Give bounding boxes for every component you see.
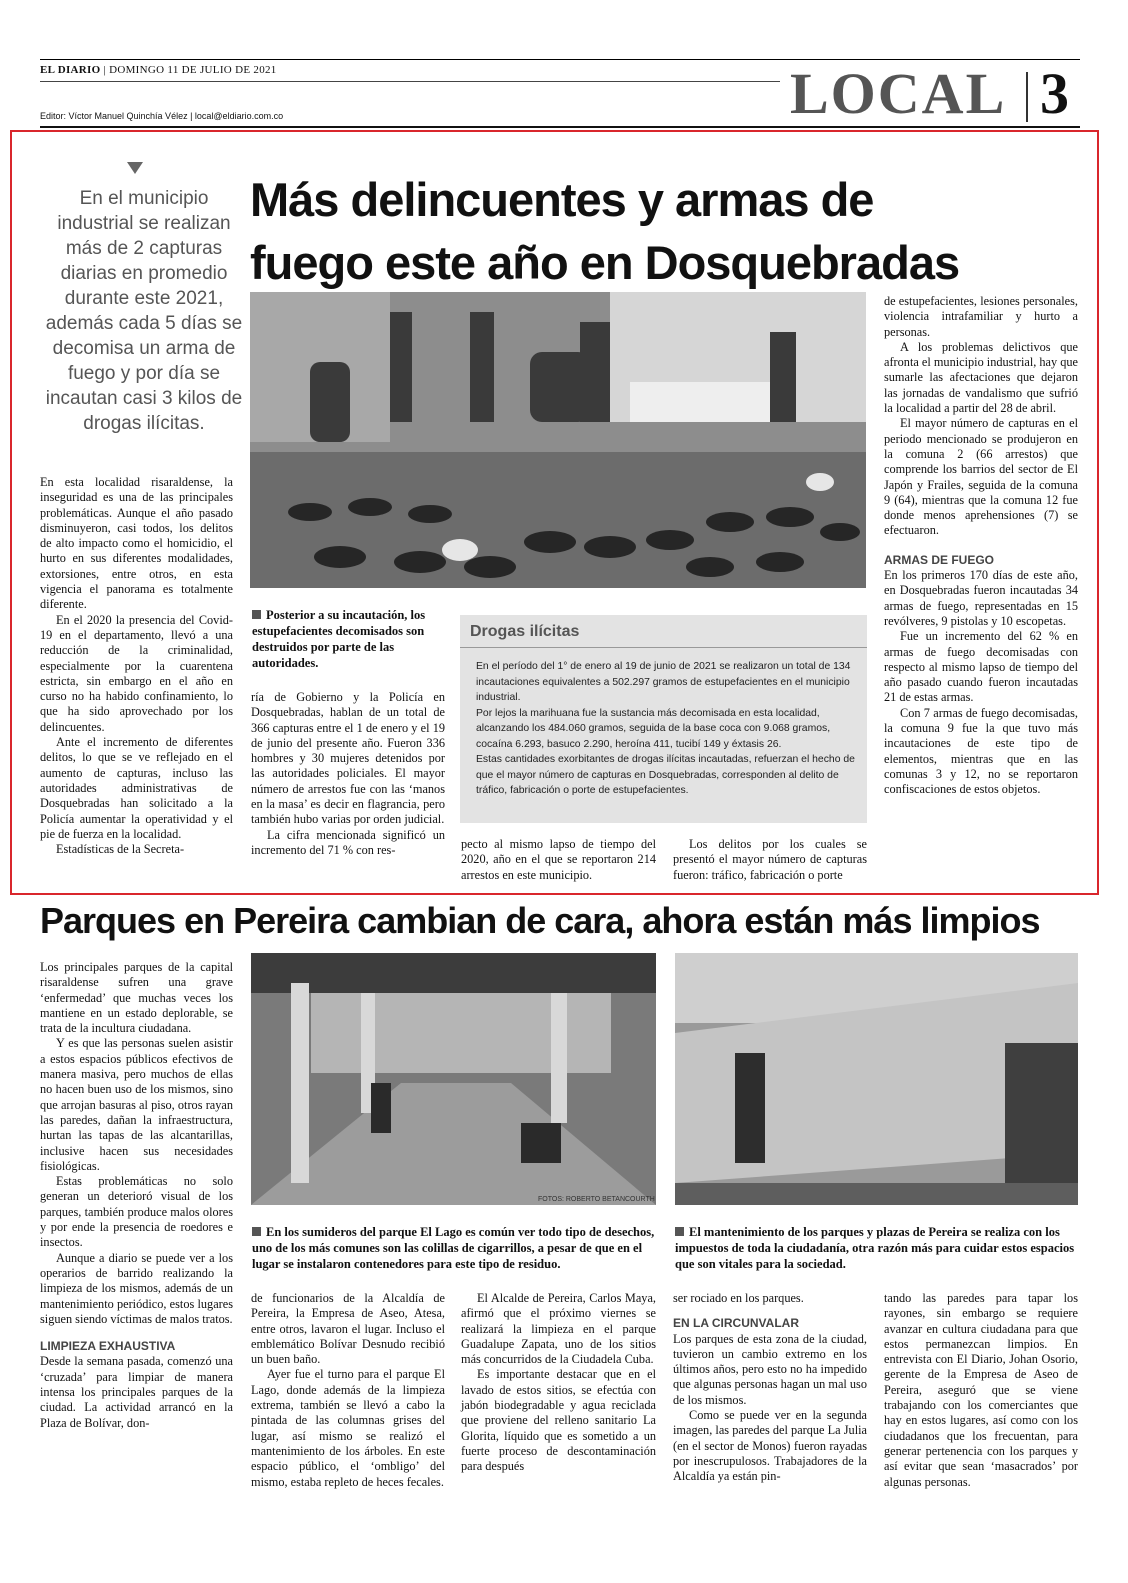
story1-column-3 <box>461 837 656 883</box>
story2-column-2 <box>251 1291 445 1490</box>
story2-col3-para: El Alcalde de Pereira, Carlos Maya, afirmó que el próximo viernes se realizará la limpieza en el parque Guadalupe Zapata, uno de los sitios más concurridos de la Ciudadela Cuba. <box>461 1291 656 1367</box>
photo-caption-text: Posterior a su incautación, los estupefacientes decomisados son destruidos por parte de las autoridades. <box>252 608 426 670</box>
story1-column-1 <box>40 475 233 857</box>
masthead-rule <box>40 81 780 82</box>
story1-col5-para: Con 7 armas de fuego decomisadas, la comuna 9 fue la que tuvo más incautaciones de este tipo de elementos, mientras que en las comunas 3 y 12, no se reportaron confiscaciones de estos objetos. <box>884 705 1078 797</box>
caption-square-icon <box>252 1227 261 1236</box>
pull-quote: En el municipio industrial se realizan más de 2 capturas diarias en promedio durante este 2021, además cada 5 días se decomisa un arma de fuego y por día se incautan casi 3 kilos de drogas ilícitas. <box>45 188 243 434</box>
story2-col4-para: Los parques de esta zona de la ciudad, tuvieron un cambio extremo en los últimos años, pero esto no ha impedido que algunas personas hagan un mal uso de los mismos. <box>673 1331 867 1407</box>
sidebar-para: Estas cantidades exorbitantes de drogas ilícitas incautadas, refuerzan el hecho de que el mayor número de capturas en Dosquebradas, corresponden al delito de tráfico, fabricación o porte de estupefacientes. <box>476 754 855 796</box>
story1-col2-para: ría de Gobierno y la Policía en Dosquebradas, hablan de un total de 366 capturas entre el 1 de enero y el 19 de junio del presente año. Fueron 336 hombres y 30 mujeres detenidos por las autoridades policiales. El mayor número de arrestos fue con las ‘manos en la masa’ es decir en flagrancia, pero también hubo varias por orden judicial. <box>251 690 445 827</box>
subhead-limpieza: LIMPIEZA EXHAUSTIVA <box>40 1339 176 1354</box>
story2-column-3 <box>461 1291 656 1475</box>
story2-col1-para: Aunque a diario se puede ver a los operarios de barrido realizando la limpieza de los mismos, además de un mantenimiento periódico, estos lugares siguen siendo víctimas de malos tratos. <box>40 1250 233 1326</box>
park-caption-2 <box>675 1224 1078 1272</box>
park-caption-2-text: El mantenimiento de los parques y plazas de Pereira se realiza con los impuestos de toda la ciudadanía, otra razón más para cuidar estos espacios que son vitales para la sociedad. <box>675 1225 1075 1271</box>
sidebar-body <box>476 659 856 799</box>
subhead-armas: ARMAS DE FUEGO <box>884 552 995 567</box>
seizure-photo <box>250 292 866 588</box>
sidebar-rule <box>460 647 867 648</box>
drugs-sidebar <box>460 615 867 823</box>
story2-col1-para: Y es que las personas suelen asistir a estos espacios públicos efectivos de manera masiva, pero muchos de ellas no hacen buen uso de los mismos, sino que arrojan basuras al piso, otros rayan las paredes, dañan la infraestructura, hurtan las tapas de las alcantarillas, inclusive hacen sus necesidades fisiológicas. <box>40 1036 233 1173</box>
paper-name: EL DIARIO <box>40 64 101 76</box>
caption-square-icon <box>252 610 261 619</box>
story2-col3-para: Es importante destacar que en el lavado de estos sitios, se efectúa con jabón biodegradable y agua reciclada que proviene del relleno sanitario La Glorita, líquido que es sometido a un fuerte proceso de descontaminación para después <box>461 1367 656 1474</box>
story1-col5-para: El mayor número de capturas en el periodo mencionado se produjeron en la comuna 2 (66 arrestos) que comprende los barrios del sector de El Japón y Frailes, seguida de la comuna 9 (64), mientras que la comuna 12 fue donde menos aprehensiones (7) se efectuaron. <box>884 416 1078 538</box>
sidebar-para: En el período del 1° de enero al 19 de junio de 2021 se realizaron un total de 134 incautaciones equivalentes a 502.297 gramos de estupefacientes en el municipio industrial. <box>476 661 851 703</box>
wall-photo-graphic <box>675 953 1078 1205</box>
park-caption-1 <box>252 1224 656 1272</box>
story1-column-4 <box>673 837 867 883</box>
story2-col4-para: ser rociado en los parques. <box>673 1291 804 1305</box>
story2-column-1 <box>40 960 233 1431</box>
story2-col2-para: de funcionarios de la Alcaldía de Pereira, la Empresa de Aseo, Atesa, entre otros, lavaron el lugar. Incluso el emblemático Bolívar Desnudo recibió un buen baño. <box>251 1291 445 1367</box>
story1-col4-para: Los delitos por los cuales se presentó el mayor número de capturas fueron: tráfico, fabricación o porte <box>673 837 867 882</box>
triangle-marker-icon <box>127 162 143 174</box>
story2-column-5 <box>884 1291 1078 1490</box>
story1-col1-para: En esta localidad risaraldense, la inseguridad es una de las principales problemáticas. Aunque el año pasado disminuyeron, casi todos, los delitos de alto impacto como el homicidio, el hurto en sus diferentes modalidades, extorsiones, entre otros, en esta vigencia el panorama es totalmente diferente. <box>40 475 233 612</box>
story1-col1-para: Ante el incremento de diferentes delitos, lo que se ve reflejado en el aumento de capturas, incluso las autoridades administrativas de Dosquebradas han solicitado a la Policía aumentar la operatividad y el pie de fuerza en la localidad. <box>40 735 233 841</box>
story2-column-4 <box>673 1291 867 1485</box>
sidebar-para: Por lejos la marihuana fue la sustancia más decomisada en esta localidad, alcanzando los 484.060 gramos, seguida de la base coca con 9.068 gramos, cocaína 6.293, basuco 2.290, heroína 411, tucibí 149 y éxtasis 26. <box>476 707 831 750</box>
park-el-lago-photo <box>251 953 656 1205</box>
story1-headline-line2: fuego este año en Dosquebradas <box>250 236 960 289</box>
story2-col5-para: tando las paredes para tapar los rayones, sin embargo se requiere avanzar en cultura ciudadana para que estos permanezcan limpios. En entrevista con El Diario, Johan Osorio, gerente de la Empresa de Aseo de Pereira, aseguró que se viene trabajando con los comerciantes que hay en estos lugares, así como con los ciudadanos que los frecuentan, para generar pertenencia con los parques y así evitar que sean ‘masacrados’ por algunas personas. <box>884 1291 1078 1489</box>
caption-square-icon <box>675 1227 684 1236</box>
park-la-julia-photo <box>675 953 1078 1205</box>
sidebar-title: Drogas ilícitas <box>470 623 580 640</box>
story2-col1-para: Estas problemáticas no solo generan un deterioró visual de los parques, también produce malos olores y por ende la presencia de roedores e insectos. <box>40 1174 233 1250</box>
story1-col1-para: En el 2020 la presencia del Covid-19 en el departamento, llevó a una reducción de la criminalidad, especialmente por la cuarentena estricta, sin embargo en el año en curso no ha habido confinamiento, lo que ha sido aprovechado por los delincuentes. <box>40 612 233 734</box>
seizure-photo-graphic <box>250 292 866 588</box>
story1-headline-line1: Más delincuentes y armas de <box>250 173 874 226</box>
story2-col2-para: Ayer fue el turno para el parque El Lago, donde además de la limpieza extrema, también se llevó a cabo la pintada de las columnas grises del lugar, así mismo se realizó el mantenimiento de los árboles. En este espacio público, el ‘ombligo’ del mismo, estaba repleto de heces fecales. <box>251 1367 445 1489</box>
story1-col5-para: Fue un incremento del 62 % en armas de fuego decomisadas con respecto al mismo lapso de tiempo del año pasado cuando fueron incautadas 21 de estas armas. <box>884 629 1078 705</box>
masthead-dateline <box>40 64 277 76</box>
editor-rule <box>40 126 1080 128</box>
story1-column-2 <box>251 690 445 858</box>
story1-col2-para: La cifra mencionada significó un incremento del 71 % con res- <box>251 827 445 857</box>
story2-headline: Parques en Pereira cambian de cara, ahora están más limpios <box>40 900 1040 941</box>
dateline-divider: | <box>103 64 107 76</box>
story1-headline <box>250 168 1080 294</box>
editor-line: Editor: Víctor Manuel Quinchía Vélez | local@eldiario.com.co <box>40 111 284 121</box>
photo-credit: FOTOS: ROBERTO BETANCOURTH <box>538 1196 655 1203</box>
story2-col4-para: Como se puede ver en la segunda imagen, las paredes del parque La Julia (en el sector de Monos) fueron rayadas por inescrupulosos. Trabajadores de la Alcaldía ya están pin- <box>673 1408 867 1484</box>
story1-col5-para: de estupefacientes, lesiones personales, violencia intrafamiliar y hurto a personas. <box>884 294 1078 339</box>
issue-date: DOMINGO 11 DE JULIO DE 2021 <box>109 64 277 76</box>
subhead-circunvalar: EN LA CIRCUNVALAR <box>673 1316 799 1331</box>
story2-col1-para: Los principales parques de la capital risaraldense sufren una grave ‘enfermedad’ que muchas veces los mantiene en un estado deplorable, se trata de la incultura ciudadana. <box>40 960 233 1036</box>
park-caption-1-text: En los sumideros del parque El Lago es común ver todo tipo de desechos, uno de los más comunes son las colillas de cigarrillos, a pesar de que en el lugar se instalaron contenedores para este tipo de residuo. <box>252 1225 655 1271</box>
story1-col3-para: pecto al mismo lapso de tiempo del 2020, año en el que se reportaron 214 arrestos en este municipio. <box>461 837 656 882</box>
section-separator <box>1026 72 1028 122</box>
masthead-top-rule <box>40 59 1080 60</box>
story2-col1-para: Desde la semana pasada, comenzó una ‘cruzada’ para limpiar de manera intensa los principales parques de la ciudad. La actividad arrancó en la Plaza de Bolívar, don- <box>40 1354 233 1430</box>
story1-col5-para: En los primeros 170 días de este año, en Dosquebradas fueron incautadas 34 armas de fuego, representadas en 15 revólveres, 9 pistolas y 10 escopetas. <box>884 568 1078 628</box>
photo-caption <box>252 607 447 671</box>
story1-column-5 <box>884 294 1078 798</box>
section-name: LOCAL <box>790 61 1007 126</box>
story1-col5-para: A los problemas delictivos que afronta el municipio industrial, hay que sumarle las afectaciones que dejaron las jornadas de vandalismo que sufrió la localidad a partir del 28 de abril. <box>884 339 1078 416</box>
park-photo-graphic <box>251 953 656 1205</box>
story1-col1-para: Estadísticas de la Secreta- <box>56 842 185 857</box>
page-number: 3 <box>1040 61 1069 126</box>
